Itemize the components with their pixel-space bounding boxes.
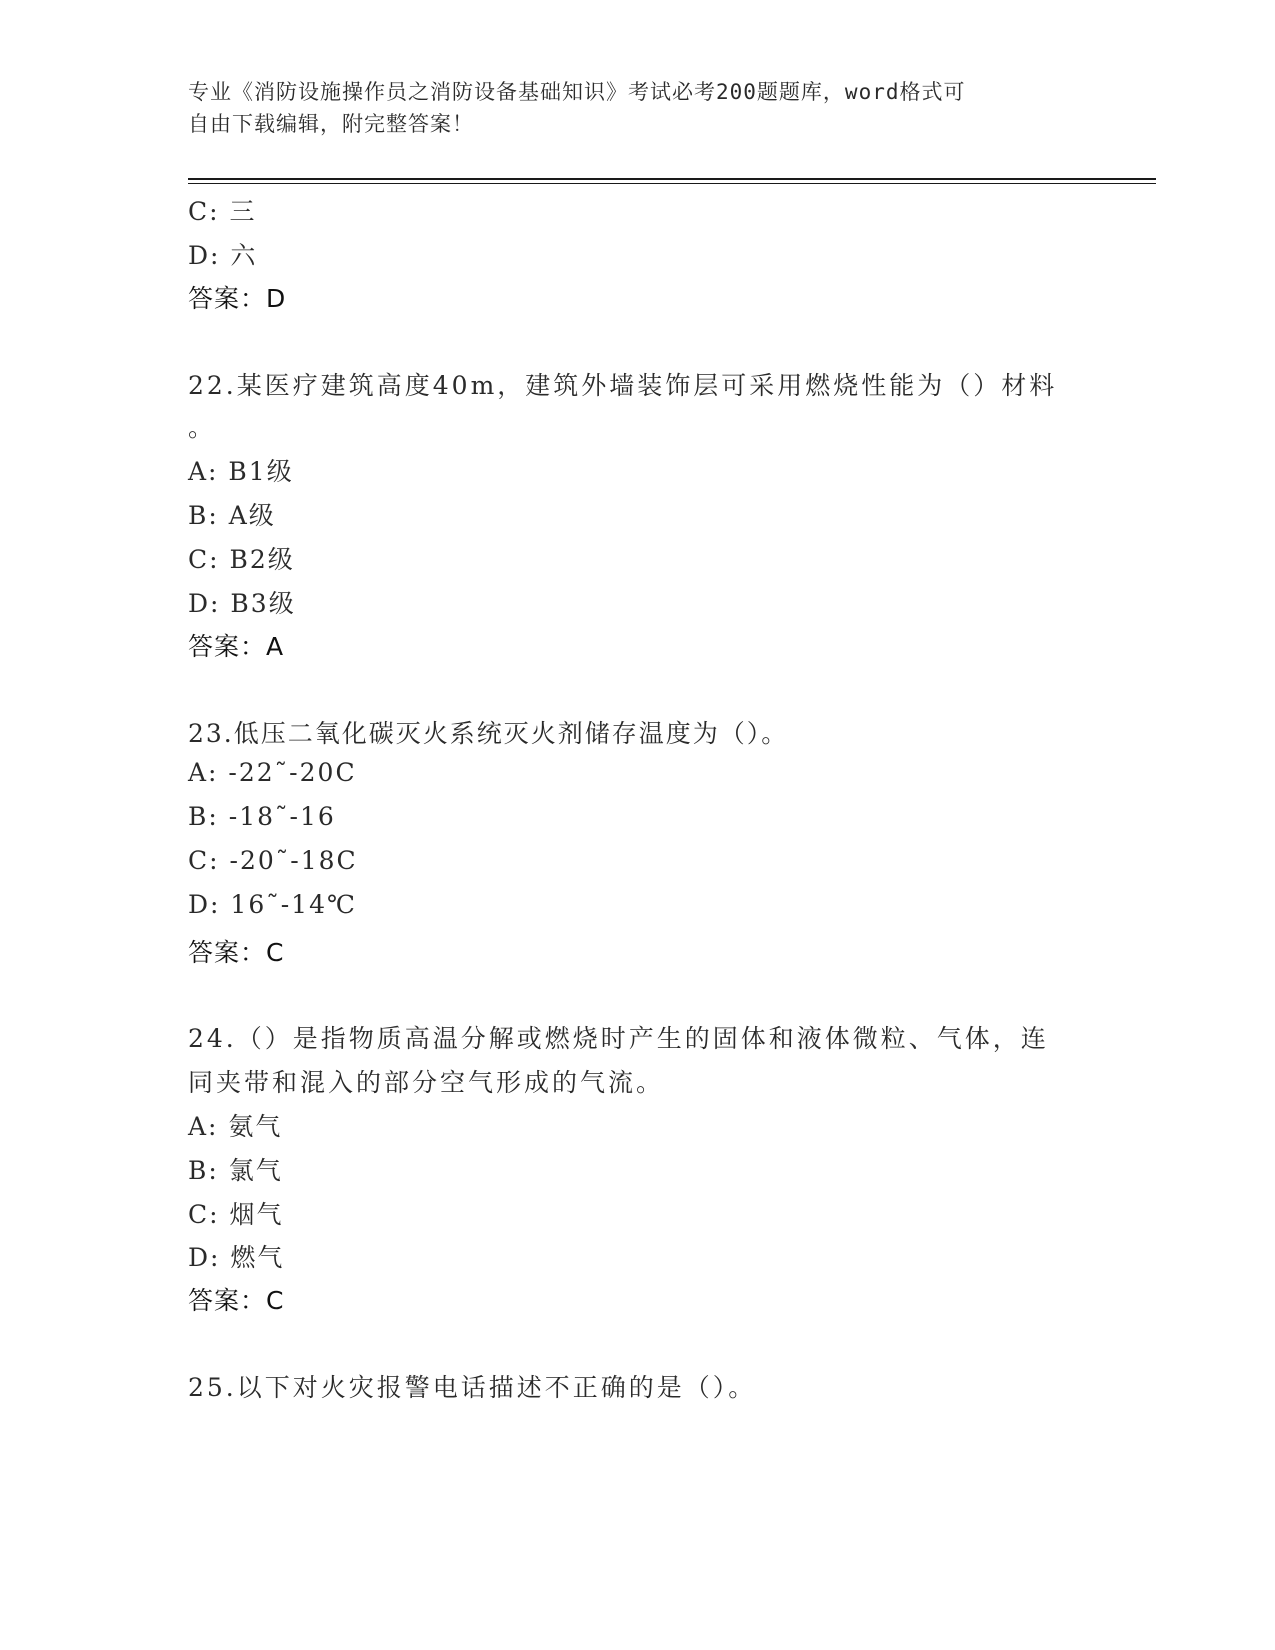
q22-stem-line-1: 22.某医疗建筑高度40m，建筑外墙装饰层可采用燃烧性能为（）材料: [188, 371, 1058, 400]
q21-answer: 答案：D: [188, 284, 287, 313]
q22-option-d: D: B3级: [188, 589, 296, 618]
header-divider-thick: [188, 178, 1156, 180]
q24-option-b: B: 氯气: [188, 1156, 283, 1185]
q24-stem-line-1: 24.（）是指物质高温分解或燃烧时产生的固体和液体微粒、气体，连: [188, 1024, 1049, 1053]
q24-answer: 答案：C: [188, 1286, 285, 1315]
q23-option-c: C: -20˜-18C: [188, 846, 358, 875]
q23-answer: 答案：C: [188, 938, 285, 967]
q22-option-b: B: A级: [188, 501, 276, 530]
q25-stem: 25.以下对火灾报警电话描述不正确的是（）。: [188, 1373, 757, 1402]
q24-option-c: C: 烟气: [188, 1200, 284, 1229]
q22-stem-line-2: 。: [188, 413, 216, 442]
header-divider-thin: [188, 183, 1156, 184]
q21-option-c: C: 三: [188, 197, 257, 226]
q21-option-d: D: 六: [188, 241, 258, 270]
header-line-1: 专业《消防设施操作员之消防设备基础知识》考试必考200题题库，word格式可: [188, 80, 966, 104]
q23-option-d: D: 16˜-14℃: [188, 890, 357, 919]
document-header: [188, 76, 1068, 140]
q22-option-c: C: B2级: [188, 545, 295, 574]
q23-stem: 23.低压二氧化碳灭火系统灭火剂储存温度为（）。: [188, 719, 789, 748]
q23-option-b: B: -18˜-16: [188, 802, 336, 831]
header-line-2: 自由下载编辑，附完整答案！: [188, 112, 474, 136]
q24-option-a: A: 氨气: [188, 1112, 283, 1141]
q22-answer: 答案：A: [188, 632, 285, 661]
q24-option-d: D: 燃气: [188, 1243, 285, 1272]
q23-option-a: A: -22˜-20C: [188, 758, 357, 787]
q24-stem-line-2: 同夹带和混入的部分空气形成的气流。: [188, 1068, 665, 1097]
q22-option-a: A: B1级: [188, 457, 294, 486]
